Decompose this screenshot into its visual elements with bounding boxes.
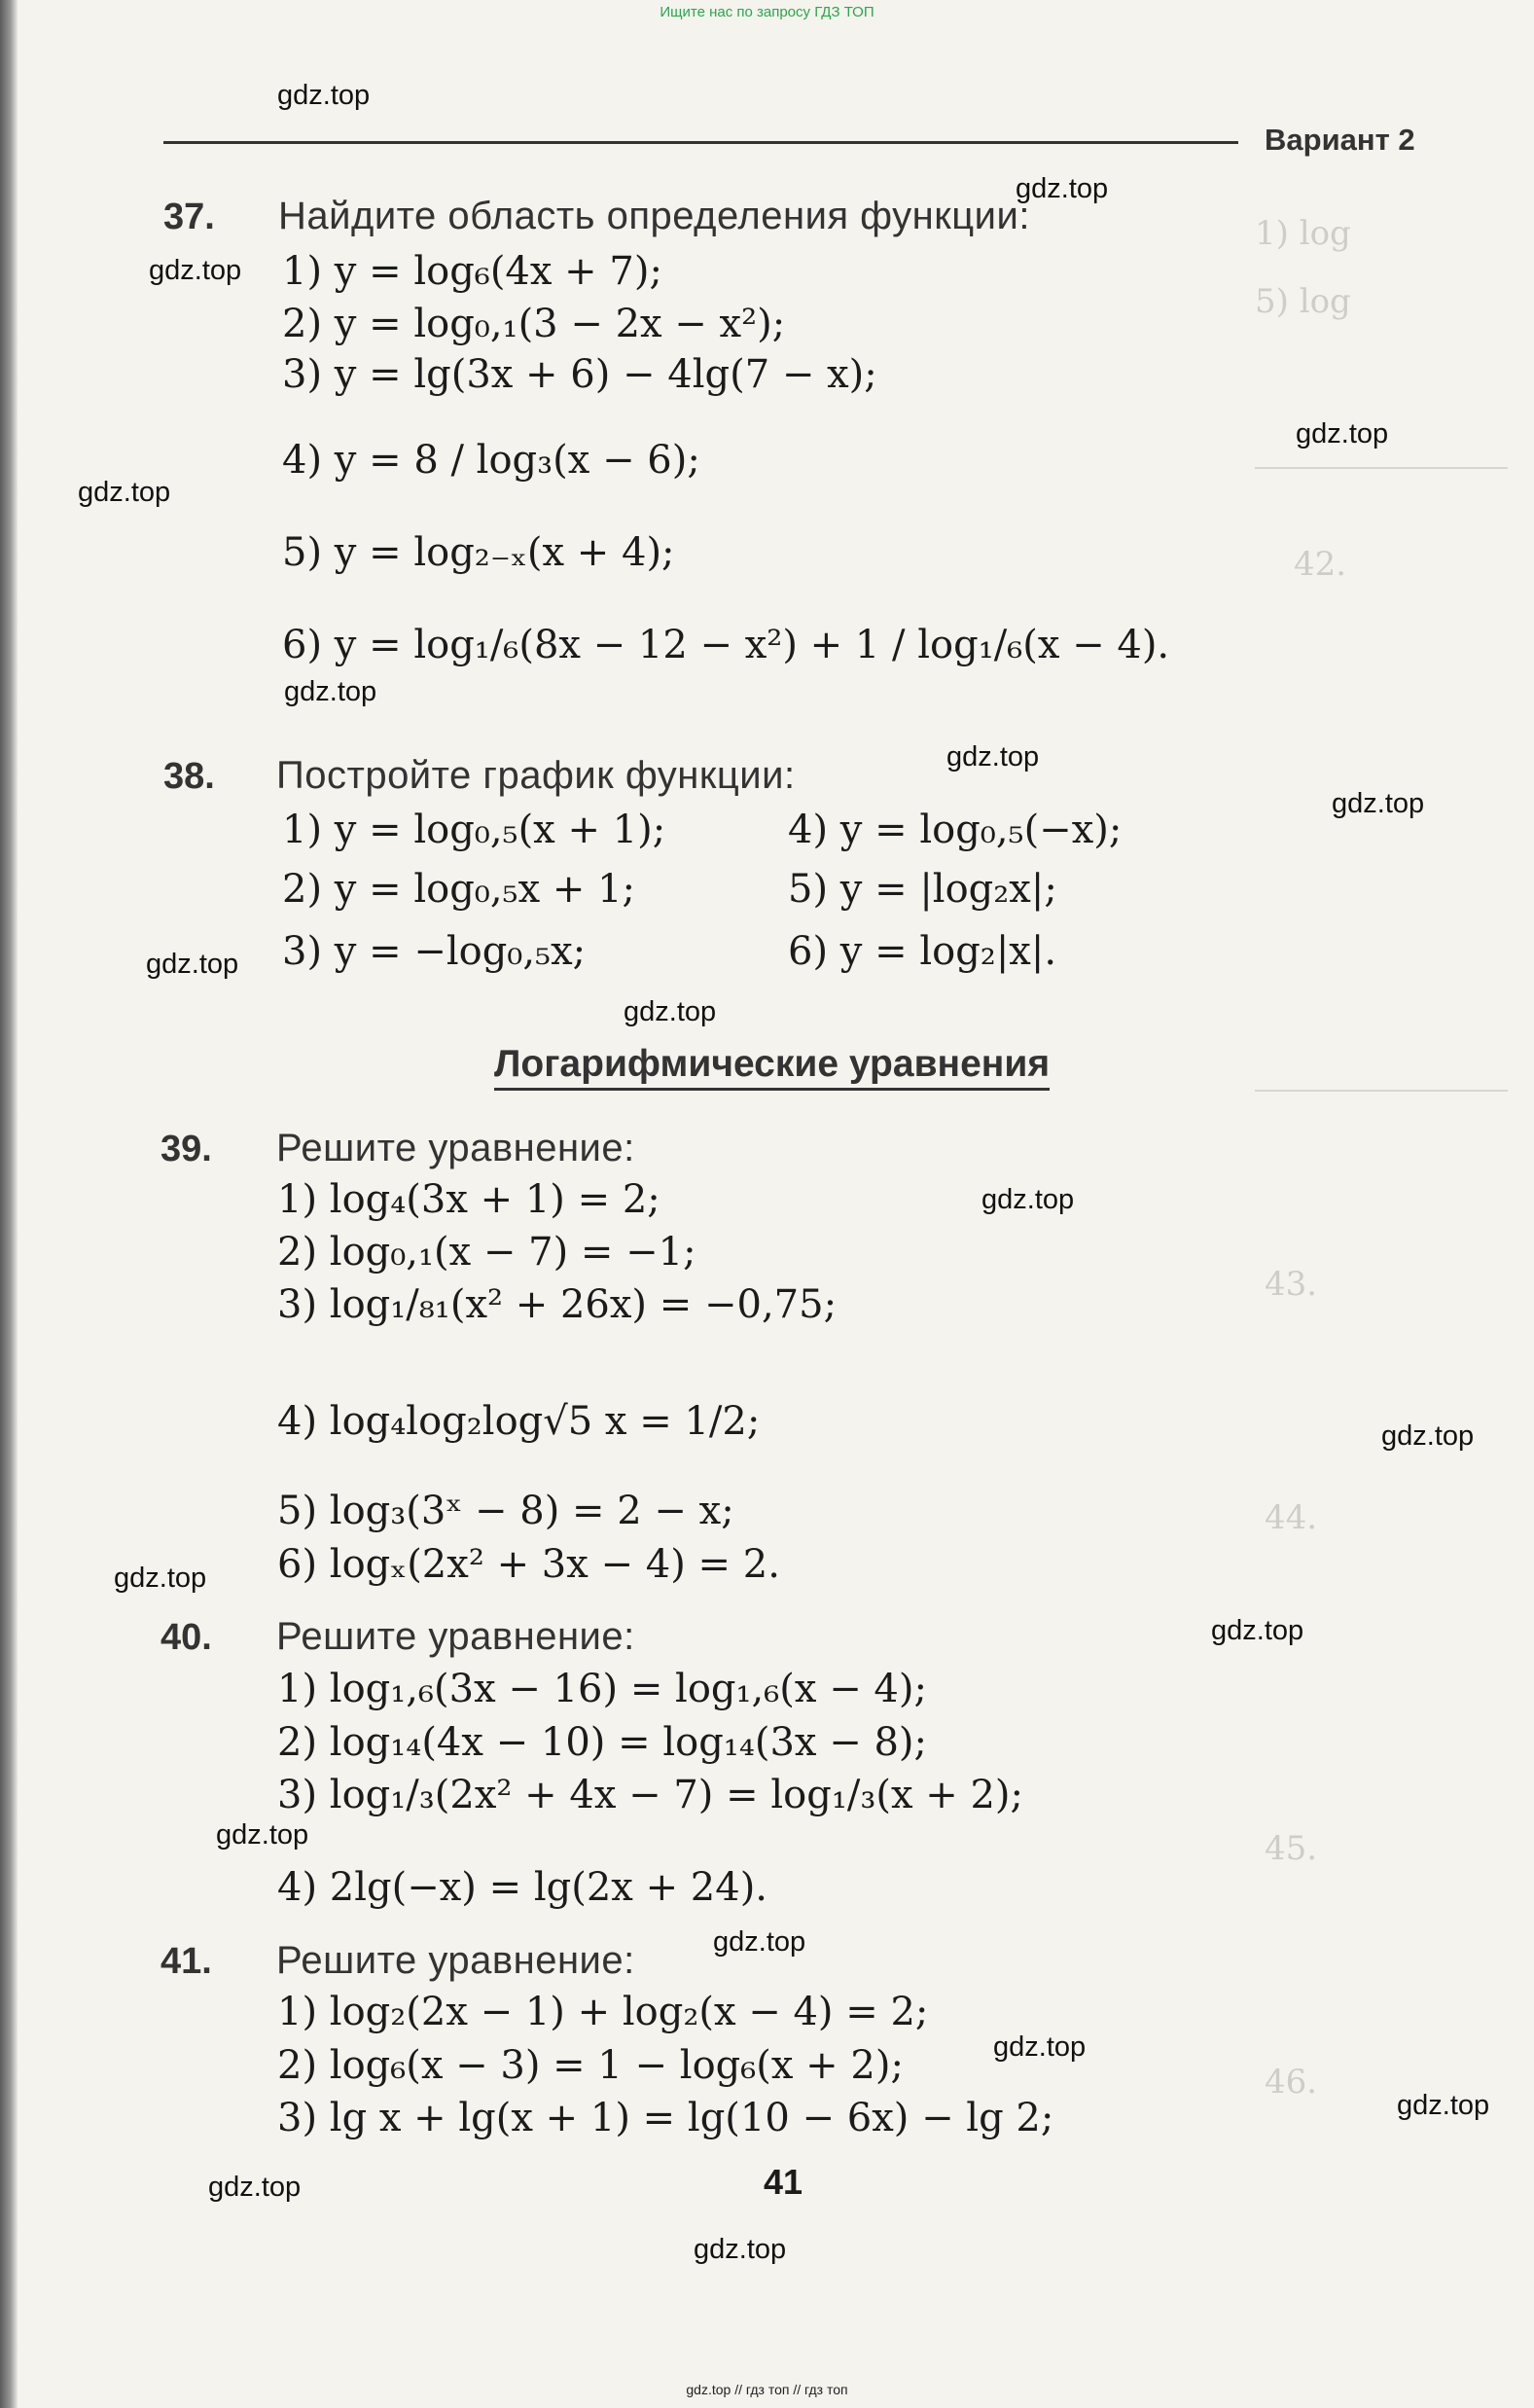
show-through-text: 43. (1265, 1265, 1318, 1304)
task-41-item-2: 2) log₆(x − 3) = 1 − log₆(x + 2); (277, 2043, 904, 2088)
task-41-number: 41. (161, 1941, 212, 1982)
task-39-item-6: 6) logₓ(2x² + 3x − 4) = 2. (277, 1542, 780, 1587)
task-37-title: Найдите область определения функции: (278, 195, 1030, 237)
top-note[interactable]: Ищите нас по запросу ГДЗ ТОП (660, 4, 874, 20)
watermark: gdz.top (1332, 788, 1425, 819)
watermark: gdz.top (216, 1819, 309, 1851)
watermark: gdz.top (694, 2234, 787, 2265)
task-39-item-3: 3) log₁/₈₁(x² + 26x) = −0,75; (277, 1282, 838, 1327)
watermark: gdz.top (713, 1926, 806, 1958)
task-37-number: 37. (163, 197, 215, 237)
task-38-item-5: 5) y = |log₂x|; (788, 867, 1057, 912)
watermark: gdz.top (146, 949, 239, 980)
task-40-item-1: 1) log₁,₆(3x − 16) = log₁,₆(x − 4); (277, 1667, 927, 1711)
task-41-item-3: 3) lg x + lg(x + 1) = lg(10 − 6x) − lg 2; (277, 2096, 1054, 2140)
watermark: gdz.top (1016, 173, 1109, 204)
task-37-item-5: 5) y = log₂₋ₓ(x + 4); (282, 530, 675, 575)
show-through-text: 46. (1265, 2063, 1318, 2102)
task-39-item-2: 2) log₀,₁(x − 7) = −1; (277, 1230, 696, 1275)
task-37-item-1: 1) y = log₆(4x + 7); (282, 249, 662, 294)
task-39-number: 39. (161, 1129, 212, 1169)
task-38-item-3: 3) y = −log₀,₅x; (282, 929, 587, 974)
task-38-title: Постройте график функции: (276, 754, 796, 797)
watermark: gdz.top (78, 477, 171, 508)
task-40-number: 40. (161, 1617, 212, 1658)
watermark: gdz.top (149, 255, 242, 286)
section-title: Логарифмические уравнения (494, 1043, 1050, 1091)
watermark: gdz.top (946, 741, 1040, 773)
task-37-item-2: 2) y = log₀,₁(3 − 2x − x²); (282, 302, 786, 346)
show-through-text: 5) log (1255, 282, 1351, 321)
task-38-item-4: 4) y = log₀,₅(−x); (788, 808, 1123, 852)
task-38-number: 38. (163, 756, 215, 797)
show-through-line (1255, 467, 1508, 469)
variant-label: Вариант 2 (1265, 123, 1415, 157)
watermark: gdz.top (284, 676, 377, 707)
page-number: 41 (764, 2162, 803, 2202)
task-37-item-6: 6) y = log₁/₆(8x − 12 − x²) + 1 / log₁/₆(x − 4). (282, 623, 1170, 667)
task-39-title: Решите уравнение: (276, 1127, 635, 1169)
task-37-item-4: 4) y = 8 / log₃(x − 6); (282, 438, 700, 483)
watermark: gdz.top (993, 2031, 1087, 2063)
watermark: gdz.top (208, 2172, 302, 2203)
task-40-item-3: 3) log₁/₃(2x² + 4x − 7) = log₁/₃(x + 2); (277, 1773, 1024, 1817)
task-37-item-3: 3) y = lg(3x + 6) − 4lg(7 − x); (282, 352, 877, 397)
watermark: gdz.top (1397, 2090, 1490, 2121)
task-39-item-4: 4) log₄log₂log√5 x = 1/2; (277, 1399, 761, 1444)
watermark: gdz.top (277, 80, 371, 111)
task-39-item-1: 1) log₄(3x + 1) = 2; (277, 1177, 660, 1222)
task-40-item-2: 2) log₁₄(4x − 10) = log₁₄(3x − 8); (277, 1720, 927, 1765)
watermark: gdz.top (1296, 418, 1389, 449)
show-through-text: 42. (1294, 545, 1347, 584)
show-through-text: 45. (1265, 1829, 1318, 1868)
show-through-line (1255, 1090, 1508, 1092)
footer-note[interactable]: gdz.top // гдз топ // гдз топ (686, 2382, 848, 2397)
show-through-text: 44. (1265, 1498, 1318, 1537)
show-through-text: 1) log (1255, 214, 1351, 253)
task-39-item-5: 5) log₃(3ˣ − 8) = 2 − x; (277, 1489, 734, 1533)
task-38-item-2: 2) y = log₀,₅x + 1; (282, 867, 636, 912)
header-rule (163, 141, 1238, 144)
task-40-item-4: 4) 2lg(−x) = lg(2x + 24). (277, 1865, 768, 1910)
watermark: gdz.top (624, 996, 717, 1027)
watermark: gdz.top (1381, 1420, 1475, 1452)
watermark: gdz.top (981, 1184, 1075, 1215)
task-38-item-1: 1) y = log₀,₅(x + 1); (282, 808, 666, 852)
task-41-item-1: 1) log₂(2x − 1) + log₂(x − 4) = 2; (277, 1990, 929, 2034)
task-38-item-6: 6) y = log₂|x|. (788, 929, 1057, 974)
book-binding-shadow (0, 0, 18, 2408)
task-41-title: Решите уравнение: (276, 1939, 635, 1982)
watermark: gdz.top (114, 1563, 207, 1594)
task-40-title: Решите уравнение: (276, 1615, 635, 1658)
watermark: gdz.top (1211, 1615, 1304, 1646)
